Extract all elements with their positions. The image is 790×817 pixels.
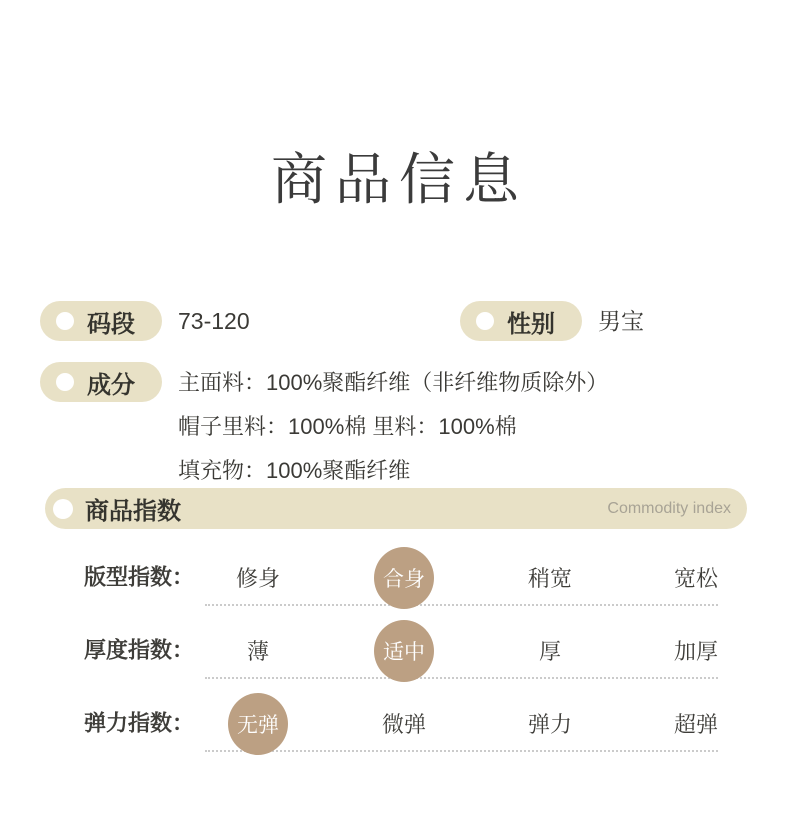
option-cell bbox=[331, 541, 477, 614]
option-cell bbox=[185, 687, 331, 760]
option-cell bbox=[477, 541, 623, 614]
option-label: 无弹 bbox=[237, 713, 279, 737]
option-label: 弹力 bbox=[527, 712, 572, 737]
index-table bbox=[0, 541, 790, 760]
bullet-dot-icon bbox=[476, 312, 494, 330]
index-row-label: 厚度指数： bbox=[84, 637, 195, 663]
composition-text bbox=[178, 361, 608, 493]
option-label: 薄 bbox=[246, 639, 269, 664]
index-row-label: 版型指数： bbox=[84, 564, 195, 590]
option-cell bbox=[477, 614, 623, 687]
size-range-label: 码段 bbox=[87, 310, 135, 338]
composition-line: 帽子里料：100%棉 里料：100%棉 bbox=[178, 414, 517, 439]
option-cell bbox=[185, 614, 331, 687]
option-label: 稍宽 bbox=[527, 566, 572, 591]
option-label: 超弹 bbox=[673, 712, 718, 737]
option-label: 合身 bbox=[383, 567, 425, 591]
option-label: 修身 bbox=[235, 566, 280, 591]
index-row-options bbox=[185, 541, 769, 614]
index-row-label: 弹力指数： bbox=[84, 710, 195, 736]
gender-label: 性别 bbox=[507, 310, 555, 338]
option-cell bbox=[477, 687, 623, 760]
active-option-badge bbox=[228, 693, 288, 755]
index-row-options bbox=[185, 687, 769, 760]
option-cell bbox=[331, 687, 477, 760]
commodity-index-subtitle: Commodity index bbox=[607, 499, 731, 517]
option-label: 适中 bbox=[383, 640, 425, 664]
bullet-dot-icon bbox=[56, 373, 74, 391]
option-label: 加厚 bbox=[673, 639, 718, 664]
index-row-elasticity bbox=[0, 687, 790, 760]
option-cell bbox=[623, 614, 769, 687]
option-cell bbox=[623, 541, 769, 614]
commodity-index-header bbox=[45, 488, 747, 529]
size-range-badge bbox=[40, 301, 162, 341]
bullet-dot-icon bbox=[53, 499, 73, 519]
option-label: 厚 bbox=[538, 639, 561, 664]
index-row-fit bbox=[0, 541, 790, 614]
gender-value: 男宝 bbox=[598, 308, 644, 334]
composition-badge bbox=[40, 362, 162, 402]
gender-badge bbox=[460, 301, 582, 341]
commodity-index-title: 商品指数 bbox=[85, 498, 181, 525]
option-cell bbox=[623, 687, 769, 760]
size-range-value: 73-120 bbox=[178, 308, 250, 334]
option-label: 微弹 bbox=[381, 712, 426, 737]
composition-label: 成分 bbox=[87, 371, 135, 399]
index-row-options bbox=[185, 614, 769, 687]
active-option-badge bbox=[374, 547, 434, 609]
option-label: 宽松 bbox=[673, 566, 718, 591]
index-row-thickness bbox=[0, 614, 790, 687]
composition-line: 填充物：100%聚酯纤维 bbox=[178, 458, 411, 483]
active-option-badge bbox=[374, 620, 434, 682]
option-cell bbox=[185, 541, 331, 614]
option-cell bbox=[331, 614, 477, 687]
composition-line: 主面料：100%聚酯纤维（非纤维物质除外） bbox=[178, 370, 609, 395]
page-title: 商品信息 bbox=[271, 148, 527, 211]
bullet-dot-icon bbox=[56, 312, 74, 330]
